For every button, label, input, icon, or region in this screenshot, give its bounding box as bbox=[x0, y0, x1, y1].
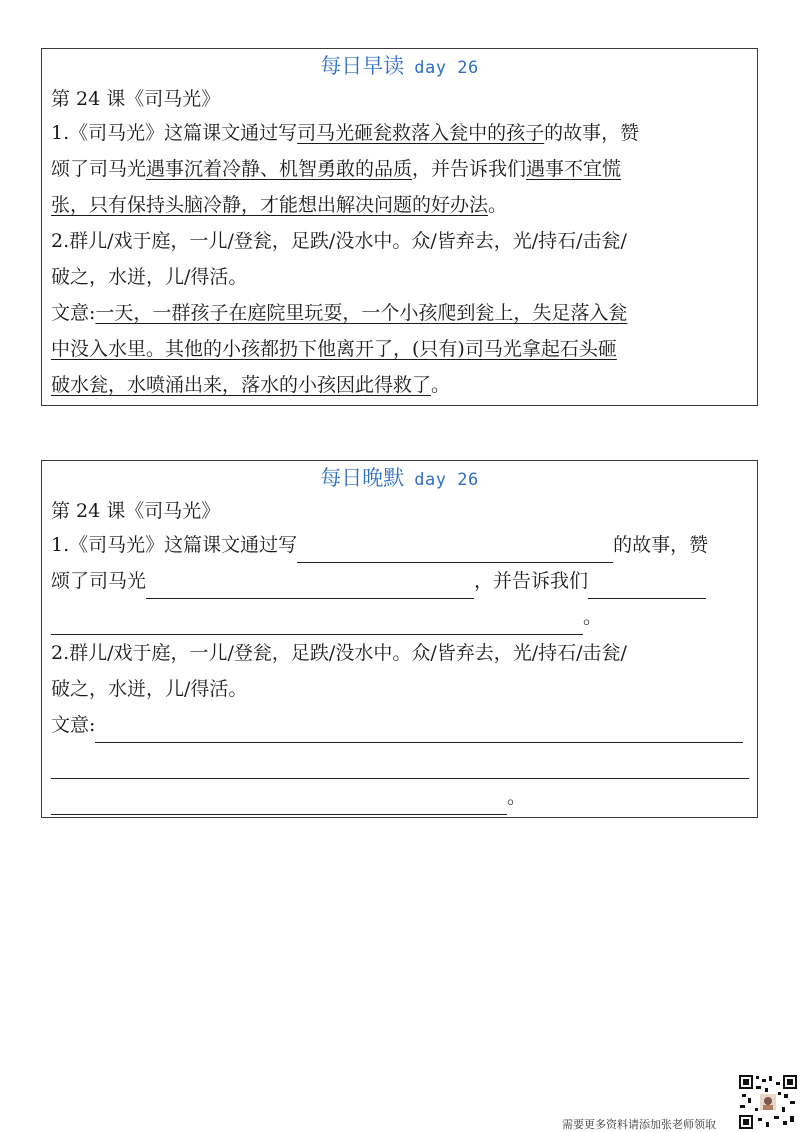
morning-q1-line2 bbox=[51, 151, 749, 187]
translation-label: 文意: bbox=[51, 302, 96, 324]
evening-translation-line2 bbox=[51, 743, 749, 779]
answer-underlined: 遇事沉着冷静、机智勇敢的品质 bbox=[146, 158, 413, 180]
answer-blank[interactable] bbox=[588, 572, 706, 599]
morning-reading-card bbox=[41, 48, 758, 406]
morning-day-label: day 26 bbox=[414, 58, 479, 78]
answer-underlined: 司马光砸瓮救落入瓮中的孩子 bbox=[297, 122, 545, 144]
text-span: 颂了司马光 bbox=[51, 570, 147, 592]
translation-text: 中没入水里。其他的小孩都扔下他离开了，(只有)司马光拿起石头砸 bbox=[51, 338, 617, 360]
text-span: 的故事，赞 bbox=[544, 122, 640, 144]
evening-q1-line3 bbox=[51, 599, 749, 635]
morning-translation-line1 bbox=[51, 295, 749, 331]
text-span: 的故事，赞 bbox=[613, 534, 709, 556]
answer-underlined: 遇事不宜慌 bbox=[526, 158, 622, 180]
morning-lesson-title: 第 24 课《司马光》 bbox=[51, 88, 221, 110]
translation-text: 一天，一群孩子在庭院里玩耍，一个小孩爬到瓮上，失足落入瓮 bbox=[95, 302, 628, 324]
morning-q2-line2: 破之，水迸，儿/得活。 bbox=[51, 266, 248, 288]
morning-q1-line3 bbox=[51, 187, 749, 223]
answer-blank[interactable] bbox=[297, 536, 613, 563]
answer-underlined: 张，只有保持头脑冷静，才能想出解决问题的好办法 bbox=[51, 194, 489, 216]
answer-blank[interactable] bbox=[146, 572, 474, 599]
evening-q1-line2 bbox=[51, 563, 749, 599]
text-span: 1.《司马光》这篇课文通过写 bbox=[51, 122, 298, 144]
morning-translation-line3 bbox=[51, 367, 749, 403]
evening-q2-line1: 2.群儿/戏于庭，一儿/登瓮，足跌/没水中。众/皆弃去，光/持石/击瓮/ bbox=[51, 642, 627, 664]
evening-content bbox=[51, 495, 749, 815]
evening-q1-line1 bbox=[51, 527, 749, 563]
morning-title bbox=[42, 49, 757, 83]
answer-blank[interactable] bbox=[51, 608, 583, 635]
morning-q2-line1: 2.群儿/戏于庭，一儿/登瓮，足跌/没水中。众/皆弃去，光/持石/击瓮/ bbox=[51, 230, 627, 252]
morning-translation-line2 bbox=[51, 331, 749, 367]
answer-blank[interactable] bbox=[51, 788, 507, 815]
text-span: 。 bbox=[488, 194, 508, 216]
text-span: ，并告诉我们 bbox=[474, 570, 589, 592]
text-span: 。 bbox=[431, 374, 451, 396]
evening-day-label: day 26 bbox=[414, 470, 479, 490]
morning-content bbox=[51, 83, 749, 403]
translation-text: 破水瓮，水喷涌出来，落水的小孩因此得救了 bbox=[51, 374, 432, 396]
text-span: 。 bbox=[583, 606, 603, 628]
morning-q1-line1 bbox=[51, 115, 749, 151]
evening-lesson-title: 第 24 课《司马光》 bbox=[51, 500, 221, 522]
evening-translation-line1 bbox=[51, 707, 749, 743]
text-span: 颂了司马光 bbox=[51, 158, 147, 180]
evening-title-text: 每日晚默 bbox=[320, 466, 405, 490]
evening-title bbox=[42, 461, 757, 495]
answer-blank[interactable] bbox=[51, 752, 749, 779]
evening-q2-line2: 破之，水迸，儿/得活。 bbox=[51, 678, 248, 700]
qr-code-icon bbox=[738, 1074, 798, 1130]
text-span: 。 bbox=[507, 786, 527, 808]
evening-dictation-card bbox=[41, 460, 758, 818]
text-span: 1.《司马光》这篇课文通过写 bbox=[51, 534, 298, 556]
answer-blank[interactable] bbox=[95, 716, 743, 743]
text-span: ，并告诉我们 bbox=[412, 158, 527, 180]
morning-title-text: 每日早读 bbox=[320, 54, 405, 78]
translation-label: 文意: bbox=[51, 714, 96, 736]
evening-translation-line3 bbox=[51, 779, 749, 815]
footer-note: 需要更多资料请添加张老师领取 bbox=[562, 1118, 716, 1131]
